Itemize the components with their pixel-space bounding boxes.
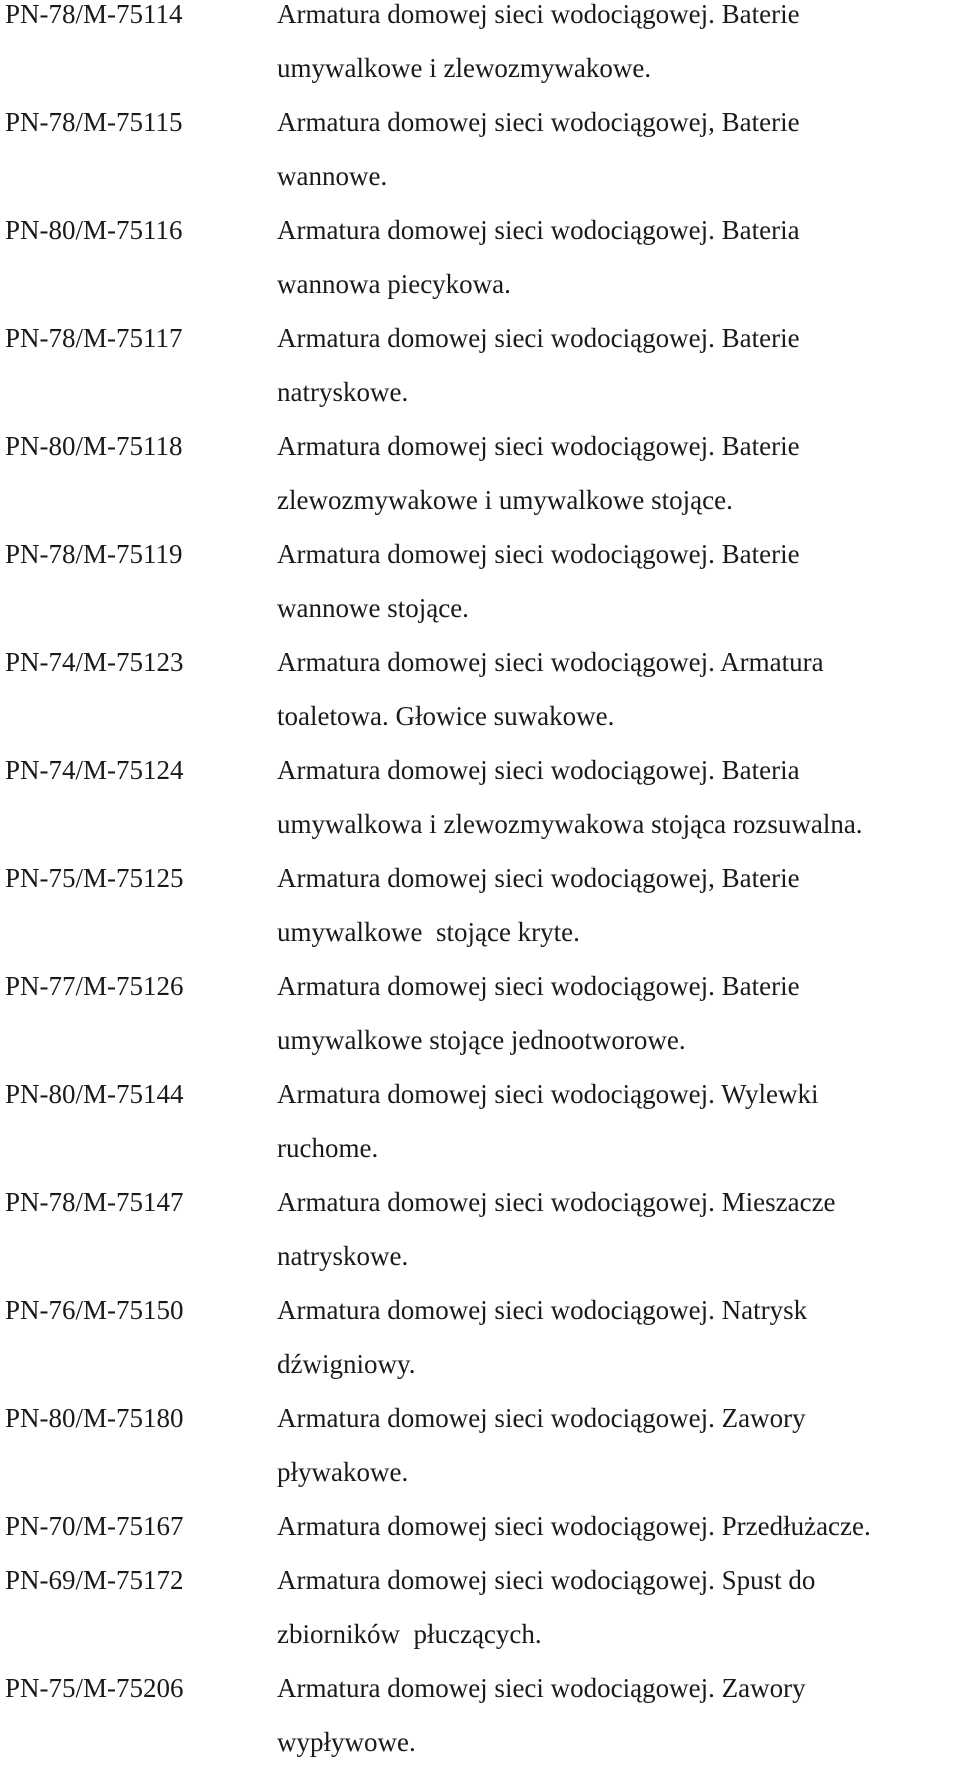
description-line: Armatura domowej sieci wodociągowej. Baterie (277, 0, 800, 29)
standard-code: PN-78/M-75115 (5, 107, 183, 137)
standard-entry (0, 1283, 960, 1391)
standard-entry (0, 743, 960, 851)
standard-code: PN-69/M-75172 (5, 1565, 184, 1595)
standard-entry (0, 1391, 960, 1499)
standard-description (277, 1553, 957, 1661)
description-line: Armatura domowej sieci wodociągowej. Bateria (277, 215, 800, 245)
standard-entry (0, 635, 960, 743)
description-line: Armatura domowej sieci wodociągowej. Baterie (277, 323, 800, 353)
standard-description (277, 1175, 957, 1283)
standard-code: PN-74/M-75123 (5, 647, 184, 677)
description-line: wannowe. (277, 161, 388, 191)
description-line: Armatura domowej sieci wodociągowej. Bateria (277, 755, 800, 785)
standard-entry (0, 95, 960, 203)
description-line: zbiorników płuczących. (277, 1619, 542, 1649)
description-line: Armatura domowej sieci wodociągowej. Przedłużacze. (277, 1511, 871, 1541)
description-line: natryskowe. (277, 1241, 409, 1271)
standard-code: PN-76/M-75150 (5, 1295, 184, 1325)
standard-description (277, 1067, 957, 1175)
standard-entry (0, 1175, 960, 1283)
standard-entry (0, 0, 960, 95)
description-line: Armatura domowej sieci wodociągowej. Zawory (277, 1673, 806, 1703)
standard-code: PN-80/M-75118 (5, 431, 183, 461)
standard-code: PN-78/M-75114 (5, 0, 183, 29)
standard-code: PN-80/M-75144 (5, 1079, 184, 1109)
standard-entry (0, 1661, 960, 1769)
description-line: umywalkowe i zlewozmywakowe. (277, 53, 652, 83)
description-line: Armatura domowej sieci wodociągowej. Mieszacze (277, 1187, 836, 1217)
description-line: dźwigniowy. (277, 1349, 416, 1379)
standard-description (277, 203, 957, 311)
standard-description (277, 851, 957, 959)
description-line: ruchome. (277, 1133, 379, 1163)
standard-description (277, 743, 957, 851)
standard-description (277, 1661, 957, 1769)
description-line: umywalkowe stojące jednootworowe. (277, 1025, 686, 1055)
standard-code: PN-77/M-75126 (5, 971, 184, 1001)
description-line: wannowa piecykowa. (277, 269, 511, 299)
standard-code: PN-78/M-75147 (5, 1187, 184, 1217)
standard-description (277, 1391, 957, 1499)
standard-entry (0, 527, 960, 635)
standard-code: PN-75/M-75125 (5, 863, 184, 893)
description-line: pływakowe. (277, 1457, 409, 1487)
description-line: natryskowe. (277, 377, 409, 407)
standard-description (277, 1499, 957, 1553)
standard-description (277, 527, 957, 635)
description-line: wannowe stojące. (277, 593, 469, 623)
standard-entry (0, 419, 960, 527)
description-line: umywalkowe stojące kryte. (277, 917, 580, 947)
standard-code: PN-80/M-75116 (5, 215, 183, 245)
standard-entry (0, 311, 960, 419)
standard-entry (0, 1553, 960, 1661)
description-line: Armatura domowej sieci wodociągowej. Zawory (277, 1403, 806, 1433)
description-line: Armatura domowej sieci wodociągowej. Baterie (277, 431, 800, 461)
standard-description (277, 0, 957, 95)
description-line: zlewozmywakowe i umywalkowe stojące. (277, 485, 733, 515)
standard-code: PN-70/M-75167 (5, 1511, 184, 1541)
standard-entry (0, 1067, 960, 1175)
standard-code: PN-80/M-75180 (5, 1403, 184, 1433)
standard-description (277, 1283, 957, 1391)
description-line: Armatura domowej sieci wodociągowej. Wylewki (277, 1079, 819, 1109)
description-line: Armatura domowej sieci wodociągowej, Baterie (277, 863, 800, 893)
standard-entry (0, 203, 960, 311)
standard-description (277, 311, 957, 419)
standard-entry (0, 1499, 960, 1553)
standard-code: PN-75/M-75206 (5, 1673, 184, 1703)
standard-code: PN-78/M-75119 (5, 539, 183, 569)
description-line: wypływowe. (277, 1727, 416, 1757)
standard-description (277, 419, 957, 527)
standard-code: PN-78/M-75117 (5, 323, 183, 353)
description-line: umywalkowa i zlewozmywakowa stojąca rozsuwalna. (277, 809, 863, 839)
description-line: Armatura domowej sieci wodociągowej. Baterie (277, 539, 800, 569)
description-line: Armatura domowej sieci wodociągowej. Natrysk (277, 1295, 808, 1325)
standard-entry (0, 959, 960, 1067)
description-line: Armatura domowej sieci wodociągowej, Baterie (277, 107, 800, 137)
description-line: toaletowa. Głowice suwakowe. (277, 701, 615, 731)
standard-description (277, 95, 957, 203)
standard-description (277, 635, 957, 743)
description-line: Armatura domowej sieci wodociągowej. Spust do (277, 1565, 816, 1595)
description-line: Armatura domowej sieci wodociągowej. Baterie (277, 971, 800, 1001)
standard-code: PN-74/M-75124 (5, 755, 184, 785)
description-line: Armatura domowej sieci wodociągowej. Armatura (277, 647, 824, 677)
standard-description (277, 959, 957, 1067)
standard-entry (0, 851, 960, 959)
